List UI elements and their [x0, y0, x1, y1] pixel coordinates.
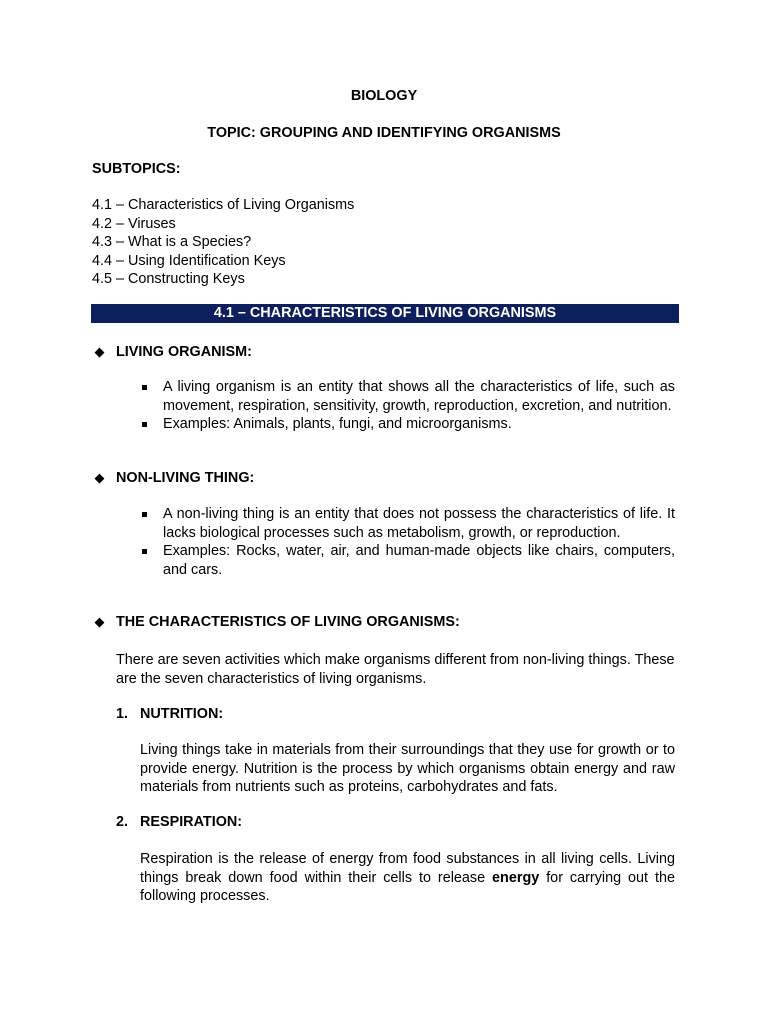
list-item-text: Examples: Rocks, water, air, and human-made objects like chairs, computers, and cars.	[163, 543, 675, 578]
subtopic-item: 4.2 – Viruses	[92, 215, 176, 232]
paragraph-text: for carrying out the following processes.	[140, 869, 675, 904]
document-subject: BIOLOGY	[350, 88, 418, 104]
living-organism-heading-text: LIVING ORGANISM:	[116, 344, 252, 360]
nutrition-heading	[116, 705, 223, 724]
diamond-bullet-icon: ◆	[94, 614, 105, 629]
characteristics-intro: There are seven activities which make organisms different from non-living things. These are the seven characteristics of living organisms.	[116, 652, 675, 687]
square-bullet-icon	[142, 512, 147, 517]
document-topic: TOPIC: GROUPING AND IDENTIFYING ORGANISMS	[207, 125, 561, 141]
square-bullet-icon	[142, 422, 147, 427]
square-bullet-icon	[142, 549, 147, 554]
non-living-heading-text: NON-LIVING THING:	[116, 470, 255, 486]
characteristics-heading-text: THE CHARACTERISTICS OF LIVING ORGANISMS:	[116, 614, 460, 630]
paragraph-text: Respiration is the release of energy from food substances in all living cells. Living things break down food within their cells to release	[140, 851, 675, 886]
item-title: NUTRITION:	[140, 706, 224, 722]
item-number: 1.	[116, 706, 129, 722]
subtopic-item: 4.5 – Constructing Keys	[92, 271, 245, 287]
list-item-text: A non-living thing is an entity that does not possess the characteristics of life. It lacks biological processes such as metabolism, growth, or reproduction.	[163, 506, 675, 541]
list-item	[163, 378, 675, 415]
item-title: RESPIRATION:	[140, 814, 243, 830]
diamond-bullet-icon: ◆	[94, 344, 105, 359]
emphasis-text: energy	[492, 869, 540, 886]
list-item	[163, 542, 675, 579]
non-living-bullets	[163, 505, 675, 579]
subtopic-item: 4.3 – What is a Species?	[92, 234, 252, 250]
list-item	[163, 415, 675, 434]
respiration-heading	[116, 813, 242, 832]
list-item-text: Examples: Animals, plants, fungi, and microorganisms.	[163, 416, 512, 432]
item-number: 2.	[116, 814, 129, 830]
subtopic-item: 4.4 – Using Identification Keys	[92, 252, 286, 269]
list-item-text: A living organism is an entity that shows all the characteristics of life, such as movement, respiration, sensitivity, growth, reproduction, excretion, and nutrition.	[163, 379, 675, 414]
square-bullet-icon	[142, 385, 147, 390]
living-organism-heading	[93, 343, 252, 362]
section-banner: 4.1 – CHARACTERISTICS OF LIVING ORGANISMS	[91, 304, 679, 323]
non-living-heading	[93, 469, 254, 488]
diamond-bullet-icon: ◆	[94, 470, 105, 485]
respiration-paragraph	[140, 850, 675, 906]
characteristics-heading	[93, 613, 460, 632]
subtopic-item: 4.1 – Characteristics of Living Organisms	[92, 197, 355, 213]
list-item	[163, 505, 675, 542]
nutrition-paragraph: Living things take in materials from their surroundings that they use for growth or to provide energy. Nutrition is the process by which organisms obtain energy and raw materials from nutrients such as proteins, carbohydrates and fats.	[140, 742, 675, 795]
subtopics-list	[92, 196, 354, 289]
subtopics-label: SUBTOPICS:	[92, 161, 181, 177]
living-organism-bullets	[163, 378, 675, 434]
